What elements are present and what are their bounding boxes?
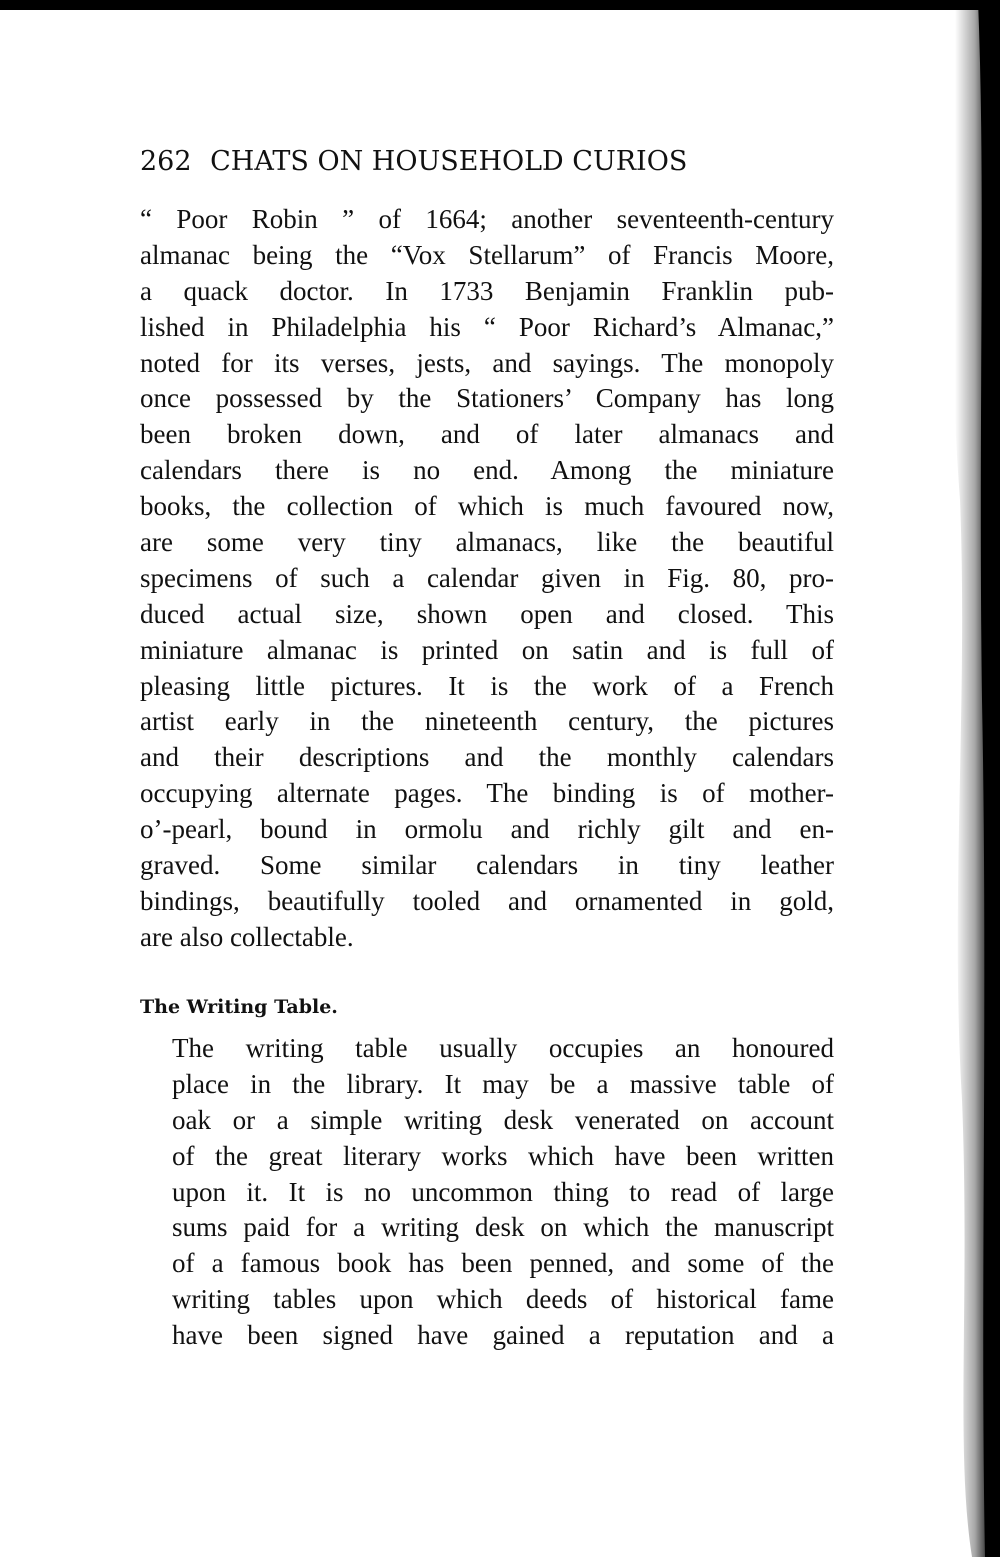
page-edge-shadow [860, 0, 1000, 1557]
text-line: miniature almanac is printed on satin and is full of [140, 634, 834, 665]
text-line: bindings, beautifully tooled and ornamented in gold, [140, 885, 834, 916]
text-line: The writing table usually occupies an honoured [172, 1033, 834, 1063]
text-line: pleasing little pictures. It is the work of a French [140, 670, 834, 701]
text-line: been broken down, and of later almanacs and [140, 419, 834, 450]
running-title: CHATS ON HOUSEHOLD CURIOS [210, 146, 688, 177]
text-line: noted for its verses, jests, and sayings. The monopoly [140, 347, 834, 378]
running-head [140, 146, 840, 177]
text-line: are some very tiny almanacs, like the beautiful [140, 527, 834, 558]
page-number: 262 [140, 146, 192, 177]
text-line: oak or a simple writing desk venerated on account [172, 1104, 834, 1135]
text-line: graved. Some similar calendars in tiny leather [140, 850, 834, 881]
text-line: are also collectable. [140, 921, 354, 952]
text-line: sums paid for a writing desk on which the manuscript [172, 1212, 834, 1243]
text-line: writing tables upon which deeds of historical fame [172, 1284, 834, 1315]
text-line: artist early in the nineteenth century, the pictures [140, 706, 834, 737]
section-heading: The Writing Table. [140, 996, 338, 1018]
paragraph-writing-table [140, 1031, 834, 1354]
text-line: duced actual size, shown open and closed. This [140, 598, 834, 629]
text-line: books, the collection of which is much favoured now, [140, 491, 834, 522]
text-line: o’-pearl, bound in ormolu and richly gilt and en- [140, 814, 834, 845]
text-line: and their descriptions and the monthly calendars [140, 742, 834, 773]
text-line: upon it. It is no uncommon thing to read of large [172, 1176, 834, 1207]
text-line: place in the library. It may be a massive table of [172, 1068, 834, 1099]
paragraph-almanacs [140, 202, 834, 956]
text-line: lished in Philadelphia his “ Poor Richard’s Almanac,” [140, 311, 834, 342]
text-line: of a famous book has been penned, and some of the [172, 1248, 834, 1279]
text-line: occupying alternate pages. The binding is of mother- [140, 778, 834, 809]
text-line: calendars there is no end. Among the miniature [140, 455, 834, 486]
text-line: almanac being the “Vox Stellarum” of Francis Moore, [140, 239, 834, 270]
text-line: of the great literary works which have been written [172, 1140, 834, 1171]
text-line: a quack doctor. In 1733 Benjamin Franklin pub- [140, 275, 834, 306]
text-line: once possessed by the Stationers’ Company has long [140, 383, 834, 414]
text-line: “ Poor Robin ” of 1664; another seventeenth-century [140, 204, 834, 234]
text-line: specimens of such a calendar given in Fig. 80, pro- [140, 562, 834, 593]
text-line: have been signed have gained a reputation and a [172, 1320, 834, 1351]
scan-top-border [0, 0, 1000, 10]
